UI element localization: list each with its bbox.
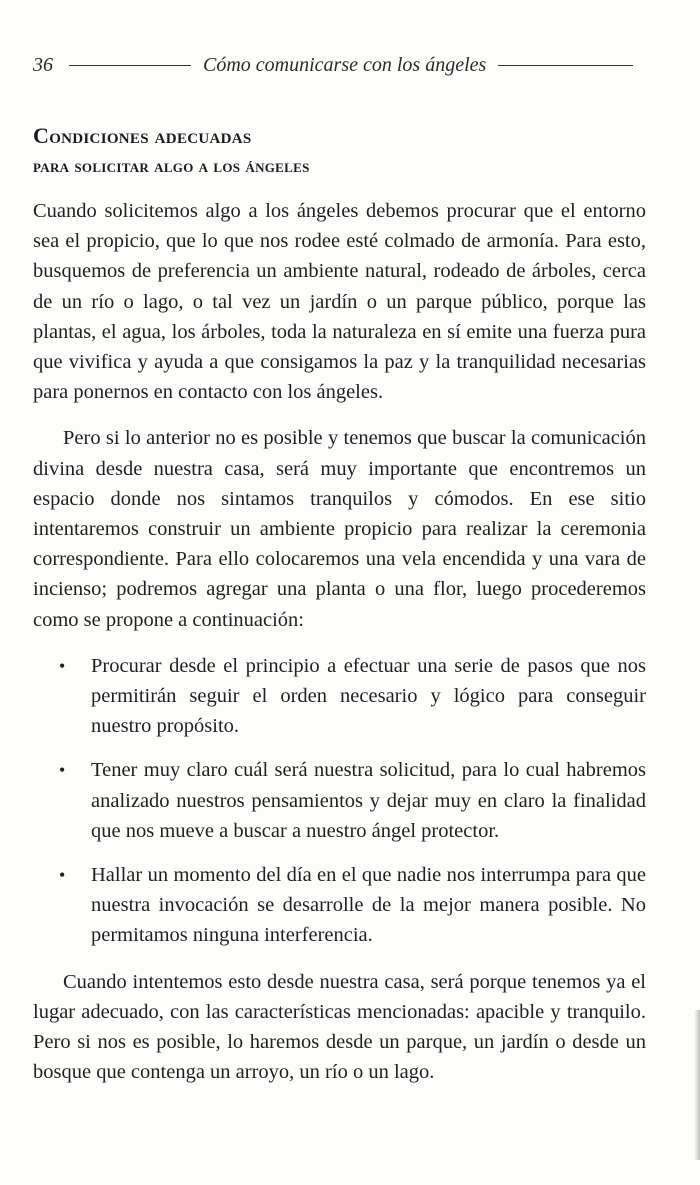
section-heading-line-2: para solicitar algo a los ángeles bbox=[33, 156, 310, 177]
list-item bbox=[33, 860, 646, 951]
list-item-text: Procurar desde el principio a efectuar una serie de pasos que nos permitirán seguir el orden necesario y lógico para conseguir nuestro propósito. bbox=[91, 654, 646, 738]
page-number: 36 bbox=[33, 53, 53, 76]
running-title: Cómo comunicarse con los ángeles bbox=[203, 53, 487, 76]
running-head-rule-left bbox=[69, 65, 191, 66]
running-head-rule-right bbox=[498, 65, 633, 66]
paragraph-2: Pero si lo anterior no es posible y tenemos que buscar la comunicación divina desde nuestra casa, será muy importante que encontremos un espacio donde nos sintamos tranquilos y cómodos. En ese sitio intentaremos construir un ambiente propicio para realizar la ceremonia correspondiente. Para ello colocaremos una vela encendida y una vara de incienso; podremos agregar una planta o una flor, luego procederemos como se propone a continuación: bbox=[33, 427, 646, 631]
list-item-text: Hallar un momento del día en el que nadie nos interrumpa para que nuestra invocación se desarrolle de la mejor manera posible. No permitamos ninguna interferencia. bbox=[91, 864, 646, 947]
list-item-text: Tener muy claro cuál será nuestra solicitud, para lo cual habremos analizado nuestros pensamientos y dejar muy en claro la finalidad que nos mueve a buscar a nuestro ángel protector. bbox=[91, 759, 646, 842]
bullet-icon: • bbox=[59, 865, 66, 886]
section-heading-line-1: Condiciones adecuadas bbox=[33, 123, 252, 148]
page-edge-shadow bbox=[694, 1010, 700, 1160]
bullet-icon: • bbox=[59, 760, 66, 781]
section-heading bbox=[33, 122, 653, 180]
bullet-list bbox=[33, 651, 646, 951]
running-head bbox=[33, 50, 645, 80]
list-item bbox=[33, 651, 646, 742]
bullet-icon: • bbox=[59, 655, 66, 676]
list-item bbox=[33, 755, 646, 846]
paragraph-3: Cuando intentemos esto desde nuestra casa, será porque tenemos ya el lugar adecuado, con las características mencionadas: apacible y tranquilo. Pero si nos es posible, lo haremos desde un parque, un jardín o desde un bosque que contenga un arroyo, un río o un lago. bbox=[33, 970, 646, 1084]
paragraph-1: Cuando solicitemos algo a los ángeles debemos procurar que el entorno sea el propicio, que lo que nos rodee esté colmado de armonía. Para esto, busquemos de preferencia un ambiente natural, rodeado de árboles, cerca de un río o lago, o tal vez un jardín o un parque público, porque las plantas, el agua, los árboles, toda la naturaleza en sí emite una fuerza pura que vivifica y ayuda a que consigamos la paz y la tranquilidad necesarias para ponernos en contacto con los ángeles. bbox=[33, 200, 646, 404]
body-text bbox=[33, 196, 646, 1103]
